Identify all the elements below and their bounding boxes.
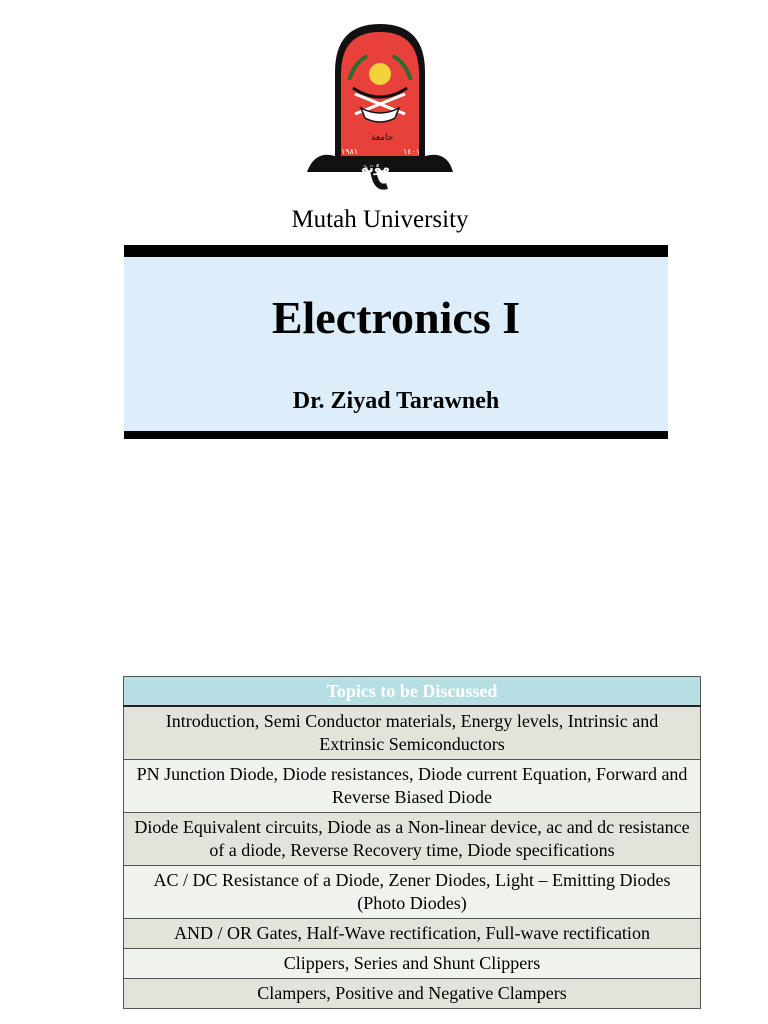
table-row <box>124 979 701 1009</box>
topics-table-header: Topics to be Discussed <box>124 677 701 707</box>
university-logo <box>305 22 455 192</box>
banner-bottom-rule <box>124 431 668 439</box>
topics-table <box>123 676 701 1009</box>
table-row <box>124 919 701 949</box>
topic-cell: Diode Equivalent circuits, Diode as a Non-linear device, ac and dc resistance of a diode, Reverse Recovery time, Diode specifications <box>124 813 701 866</box>
topic-cell: Clampers, Positive and Negative Clampers <box>124 979 701 1009</box>
topic-cell: AND / OR Gates, Half-Wave rectification, Full-wave rectification <box>124 919 701 949</box>
table-row <box>124 760 701 813</box>
svg-text:جامعة: جامعة <box>371 133 394 143</box>
svg-text:مؤتة: مؤتة <box>361 161 390 176</box>
svg-text:١٩٨١: ١٩٨١ <box>341 147 359 156</box>
course-title: Electronics I <box>271 292 521 343</box>
topic-cell: Introduction, Semi Conductor materials, Energy levels, Intrinsic and Extrinsic Semiconductors <box>124 706 701 760</box>
table-row <box>124 706 701 760</box>
topic-cell: AC / DC Resistance of a Diode, Zener Diodes, Light – Emitting Diodes (Photo Diodes) <box>124 866 701 919</box>
topic-cell: PN Junction Diode, Diode resistances, Diode current Equation, Forward and Reverse Biased Diode <box>124 760 701 813</box>
banner-top-rule <box>124 245 668 257</box>
table-row <box>124 866 701 919</box>
table-row <box>124 949 701 979</box>
svg-text:١٤٠١: ١٤٠١ <box>403 147 421 156</box>
lecturer-name: Dr. Ziyad Tarawneh <box>292 388 500 414</box>
title-banner <box>124 245 668 439</box>
university-name: Mutah University <box>291 206 469 233</box>
table-row <box>124 813 701 866</box>
topic-cell: Clippers, Series and Shunt Clippers <box>124 949 701 979</box>
